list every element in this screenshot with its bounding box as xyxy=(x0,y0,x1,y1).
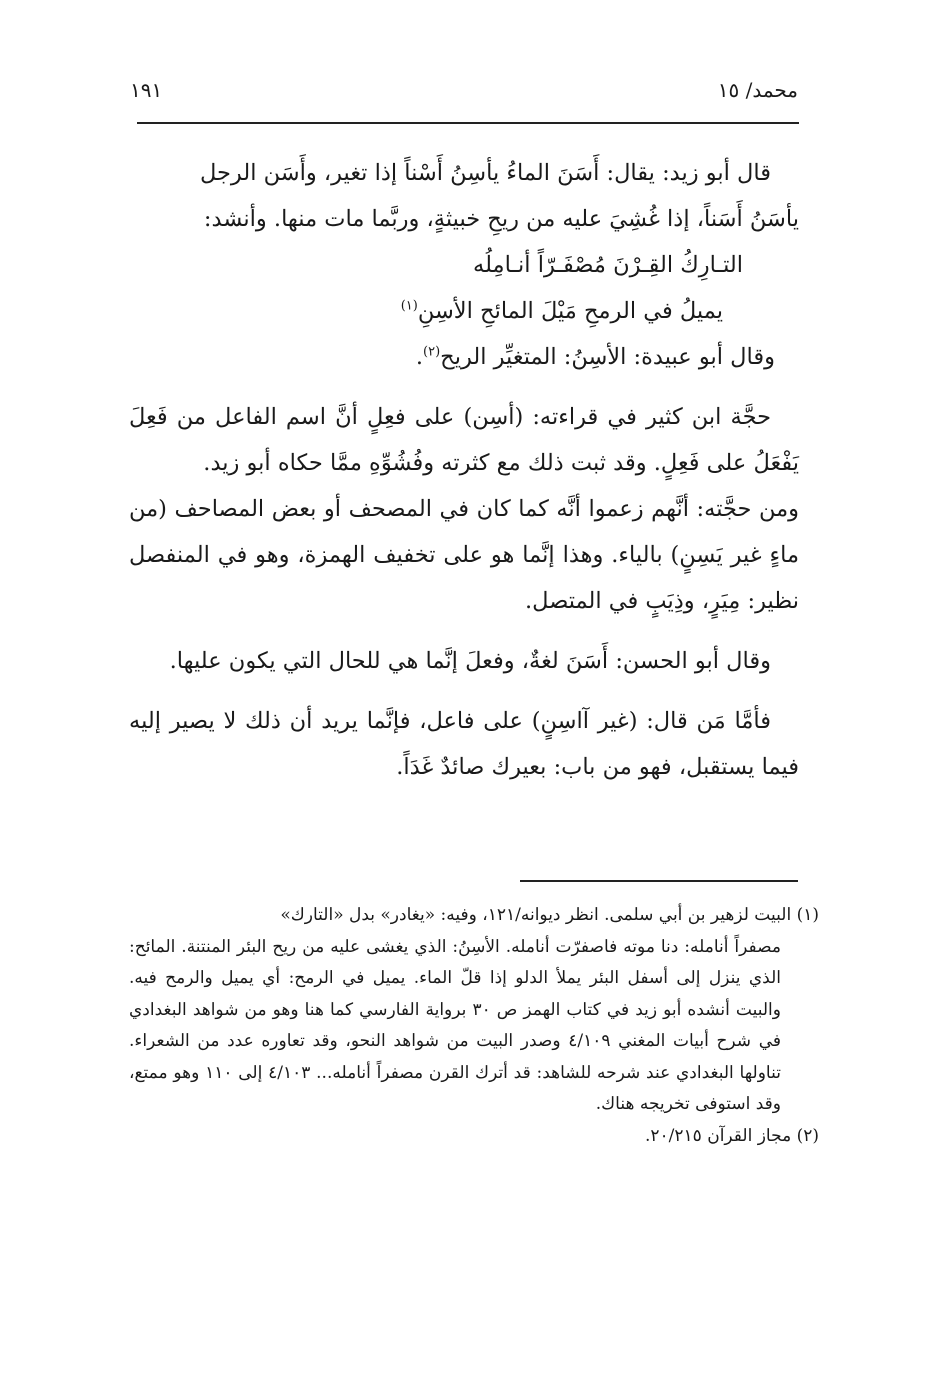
footnote-1: (١) البيت لزهير بن أبي سلمى. انظر ديوانه/١٢١، وفيه: «يغادر» بدل «التارك» xyxy=(280,905,819,925)
paragraph: حجَّة ابن كثير في قراءته: (أسِن) على فعِلٍ أنَّ اسم الفاعل من فَعِلَ يَفْعَلُ على فَعِلٍ. وقد ثبت ذلك مع كثرته وفُشُوِّهِ ممَّا حكاه أبو زيد. xyxy=(129,404,799,476)
paragraph-text: وقال أبو عبيدة: الأسِنُ: المتغيِّر الريح xyxy=(440,344,775,370)
paragraph-line: يأسَنُ أَسَناً، إذا غُشِيَ عليه من ريحِ خبيثةٍ، وربَّما مات منها. وأنشد: xyxy=(203,206,799,232)
footnotes xyxy=(129,900,819,1152)
running-title: محمد/ ١٥ xyxy=(717,78,798,102)
footnote-1-continued: مصفراً أنامله: دنا موته فاصفرّت أنامله. الأسِنُ: الذي يغشى عليه من ريح البئر المنتنة. المائح: الذي ينزل إلى أسفل البئر يملأ الدلو إذا قلّ الماء. يميل في الرمح: أي يميل والرمح فيه. والبيت أنشده أبو زيد في كتاب الهمز ص ٣٠ برواية الفارسي كما هنا وهو من شواهد البغدادي في شرح أبيات المغني ٤/١٠٩ وصدر البيت من شواهد النحو، وقد تعاوره عدد من الشعراء. تناولها البغدادي عند شرحه للشاهد: قد أترك القرن مصفراً أنامله... ٤/١٠٣ إلى ١١٠ وهو ممتع، وقد استوفى تخريجه هناك. xyxy=(129,936,781,1114)
verse-line xyxy=(129,288,799,334)
verse-line: التـارِكُ القِـرْنَ مُصْفَـرّاً أنـامِلُه xyxy=(473,252,743,278)
paragraph: فأمَّا مَن قال: (غير آاسِنٍ) على فاعل، فإنَّما يريد أن ذلك لا يصير إليه فيما يستقبل، فهو من باب: بعيرك صائدٌ غَدَاً. xyxy=(129,708,799,780)
paragraph-line: قال أبو زيد: يقال: أَسَنَ الماءُ يأسِنُ أَسْناً إذا تغير، وأَسَن الرجل xyxy=(199,160,771,186)
page-number: ١٩١ xyxy=(130,78,163,102)
footnote-2: (٢) مجاز القرآن ٢٠/٢١٥. xyxy=(645,1125,819,1146)
paragraph: وقال أبو الحسن: أَسَنَ لغةٌ، وفعلَ إنَّما هي للحال التي يكون عليها. xyxy=(169,648,771,674)
verse-text: يميلُ في الرمحِ مَيْلَ المائحِ الأسِنِ xyxy=(417,298,723,324)
footnote-marker: (٢) xyxy=(423,344,441,360)
paragraph: ومن حجَّته: أنَّهم زعموا أنَّه كما كان في المصحف أو بعض المصاحف (من ماءٍ غير يَسِنٍ) بالياء. وهذا إنَّما هو على تخفيف الهمزة، وهو في المنفصل نظير: مِيَرٍ، وذِيَبٍ في المتصل. xyxy=(129,496,799,614)
paragraph-end: . xyxy=(415,344,424,370)
footnote-rule xyxy=(520,880,798,882)
main-text xyxy=(129,150,799,790)
paragraph xyxy=(129,334,799,380)
header-rule xyxy=(137,122,799,124)
page-header xyxy=(130,78,798,110)
footnote-marker: (١) xyxy=(400,298,418,314)
